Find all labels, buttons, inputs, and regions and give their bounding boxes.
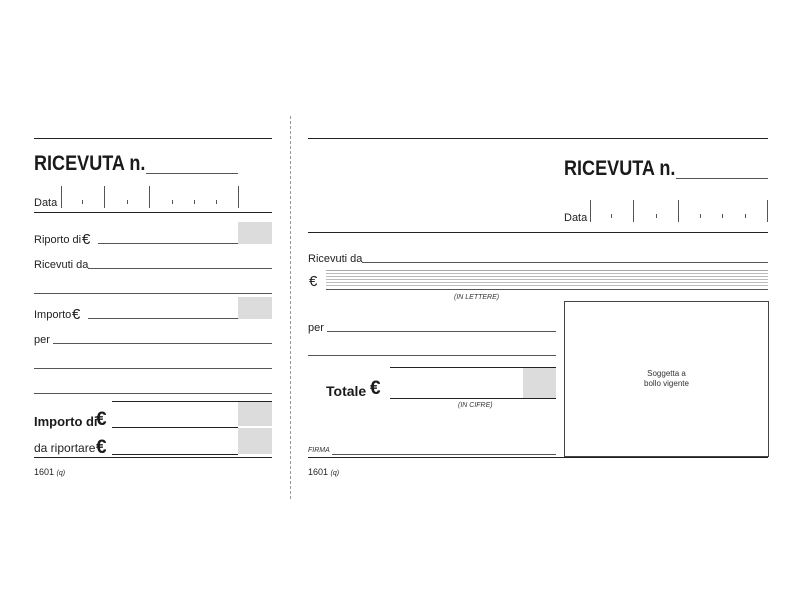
bottom-rule — [34, 457, 272, 458]
per-field-line2[interactable] — [308, 355, 556, 356]
euro-icon: € — [72, 306, 81, 323]
riporto-amount-box[interactable] — [238, 222, 272, 244]
riporto-field[interactable] — [98, 243, 238, 244]
totale-field[interactable] — [390, 398, 556, 399]
stub-title: RICEVUTA n. — [34, 152, 146, 175]
totale-label: Totale — [326, 383, 367, 399]
ricevuti-field[interactable] — [88, 268, 272, 269]
form-code: 1601 (q) — [308, 467, 340, 477]
ricevuti-field-line2[interactable] — [34, 293, 272, 294]
da-riportare-field[interactable] — [112, 454, 238, 455]
ricevuti-field[interactable] — [362, 262, 768, 263]
per-field[interactable] — [53, 343, 272, 344]
ricevuti-label: Ricevuti da — [308, 253, 363, 265]
stamp-text-line2: bollo vigente — [644, 379, 689, 388]
per-field-line3[interactable] — [34, 393, 272, 394]
date-label: Data — [564, 212, 588, 224]
firma-label: FIRMA — [308, 447, 330, 454]
euro-icon: € — [96, 409, 107, 430]
per-field[interactable] — [327, 331, 556, 332]
importo-di-label: Importo di — [34, 414, 98, 429]
euro-icon: € — [309, 273, 318, 290]
da-riportare-label: da riportare — [34, 441, 96, 455]
stamp-text-line1: Soggetta a — [647, 369, 686, 378]
in-cifre-caption: (IN CIFRE) — [458, 402, 493, 409]
euro-icon: € — [96, 437, 107, 458]
revenue-stamp-box — [564, 301, 769, 457]
receipt-title: RICEVUTA n. — [564, 157, 676, 180]
form-code: 1601 (q) — [34, 467, 66, 477]
bottom-rule — [308, 457, 768, 458]
importo-di-field[interactable] — [112, 427, 238, 428]
receipt-number-field[interactable] — [676, 178, 768, 179]
euro-icon: € — [82, 231, 91, 248]
importo-label: Importo — [34, 309, 72, 321]
date-label: Data — [34, 197, 58, 209]
per-field-line2[interactable] — [34, 368, 272, 369]
importo-field[interactable] — [88, 318, 238, 319]
euro-icon: € — [370, 378, 381, 399]
date-rule — [308, 232, 768, 233]
ricevuti-label: Ricevuti da — [34, 259, 89, 271]
da-riportare-box[interactable] — [238, 428, 272, 454]
date-rule — [34, 212, 272, 213]
per-label: per — [308, 322, 324, 334]
perforation-line — [290, 116, 291, 499]
importo-di-box[interactable] — [238, 402, 272, 426]
riporto-label: Riporto di — [34, 234, 82, 246]
per-label: per — [34, 334, 50, 346]
receipt-number-field[interactable] — [146, 173, 238, 174]
top-rule — [308, 138, 768, 139]
totale-amount-box[interactable] — [523, 368, 556, 398]
importo-amount-box[interactable] — [238, 297, 272, 319]
signature-field[interactable] — [332, 454, 556, 455]
top-rule — [34, 138, 272, 139]
in-lettere-caption: (IN LETTERE) — [454, 294, 500, 301]
